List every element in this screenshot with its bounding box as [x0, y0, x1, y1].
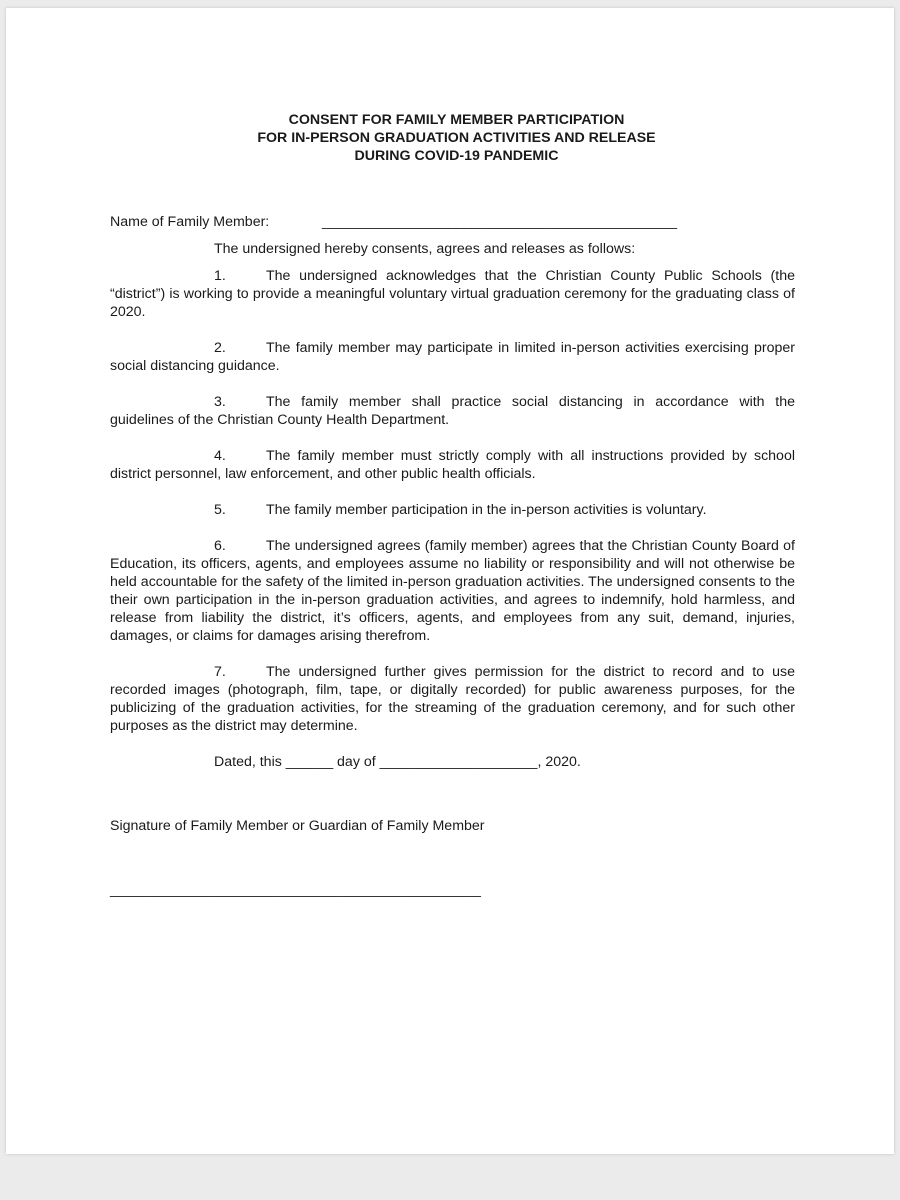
document-title: [110, 111, 795, 165]
signature-blank: _______________________________________________: [110, 882, 481, 898]
signature-label: Signature of Family Member or Guardian of Family Member: [110, 818, 485, 834]
clause-7: [110, 663, 795, 735]
document-page: [6, 8, 894, 1154]
clause-2-text: The family member may participate in limited in-person activities exercising proper social distancing guidance.: [110, 340, 795, 374]
clause-2-number: 2.: [214, 340, 226, 356]
clause-1: [110, 267, 795, 321]
clause-6-number: 6.: [214, 538, 226, 554]
clause-4-text: The family member must strictly comply with all instructions provided by school district personnel, law enforcement, and other public health officials.: [110, 448, 795, 482]
clause-3: [110, 393, 795, 429]
clause-4: [110, 447, 795, 483]
clause-7-number: 7.: [214, 664, 226, 680]
consent-form: [110, 111, 795, 899]
clause-6-text: The undersigned agrees (family member) agrees that the Christian County Board of Education, its officers, agents, and employees assume no liability or responsibility and will not otherwise be held accountable for the safety of the limited in-person graduation activities. The undersigned consents to the their own participation in the in-person graduation activities, and agrees to indemnify, hold harmless, and release from liability the district, it’s officers, agents, and employees from any suit, demand, injuries, damages, or claims for damages arising therefrom.: [110, 538, 795, 644]
clause-4-number: 4.: [214, 448, 226, 464]
clause-6: [110, 537, 795, 645]
clause-5: [110, 501, 795, 519]
intro-statement: The undersigned hereby consents, agrees and releases as follows:: [214, 241, 636, 257]
title-line-3: DURING COVID-19 PANDEMIC: [354, 148, 559, 164]
clause-1-text: The undersigned acknowledges that the Christian County Public Schools (the “district”) is working to provide a meaningful voluntary virtual graduation ceremony for the graduating class of 2020.: [110, 268, 795, 320]
title-line-2: FOR IN-PERSON GRADUATION ACTIVITIES AND RELEASE: [257, 130, 656, 146]
clause-3-number: 3.: [214, 394, 226, 410]
clause-3-text: The family member shall practice social distancing in accordance with the guidelines of the Christian County Health Department.: [110, 394, 795, 428]
clause-5-text: The family member participation in the in-person activities is voluntary.: [266, 502, 707, 518]
family-member-name-line: [110, 213, 795, 231]
dated-line: Dated, this ______ day of ____________________, 2020.: [214, 754, 581, 770]
clause-7-text: The undersigned further gives permission for the district to record and to use recorded images (photograph, film, tape, or digitally recorded) for public awareness purposes, for the publicizing of the graduation activities, for the streaming of the graduation ceremony, and for such other purposes as the district may determine.: [110, 664, 795, 734]
title-line-1: CONSENT FOR FAMILY MEMBER PARTICIPATION: [288, 112, 625, 128]
family-member-name-label: Name of Family Member:: [110, 214, 270, 230]
clause-2: [110, 339, 795, 375]
clause-1-number: 1.: [214, 268, 226, 284]
family-member-name-blank: _____________________________________________: [322, 214, 678, 230]
clause-5-number: 5.: [214, 502, 226, 518]
